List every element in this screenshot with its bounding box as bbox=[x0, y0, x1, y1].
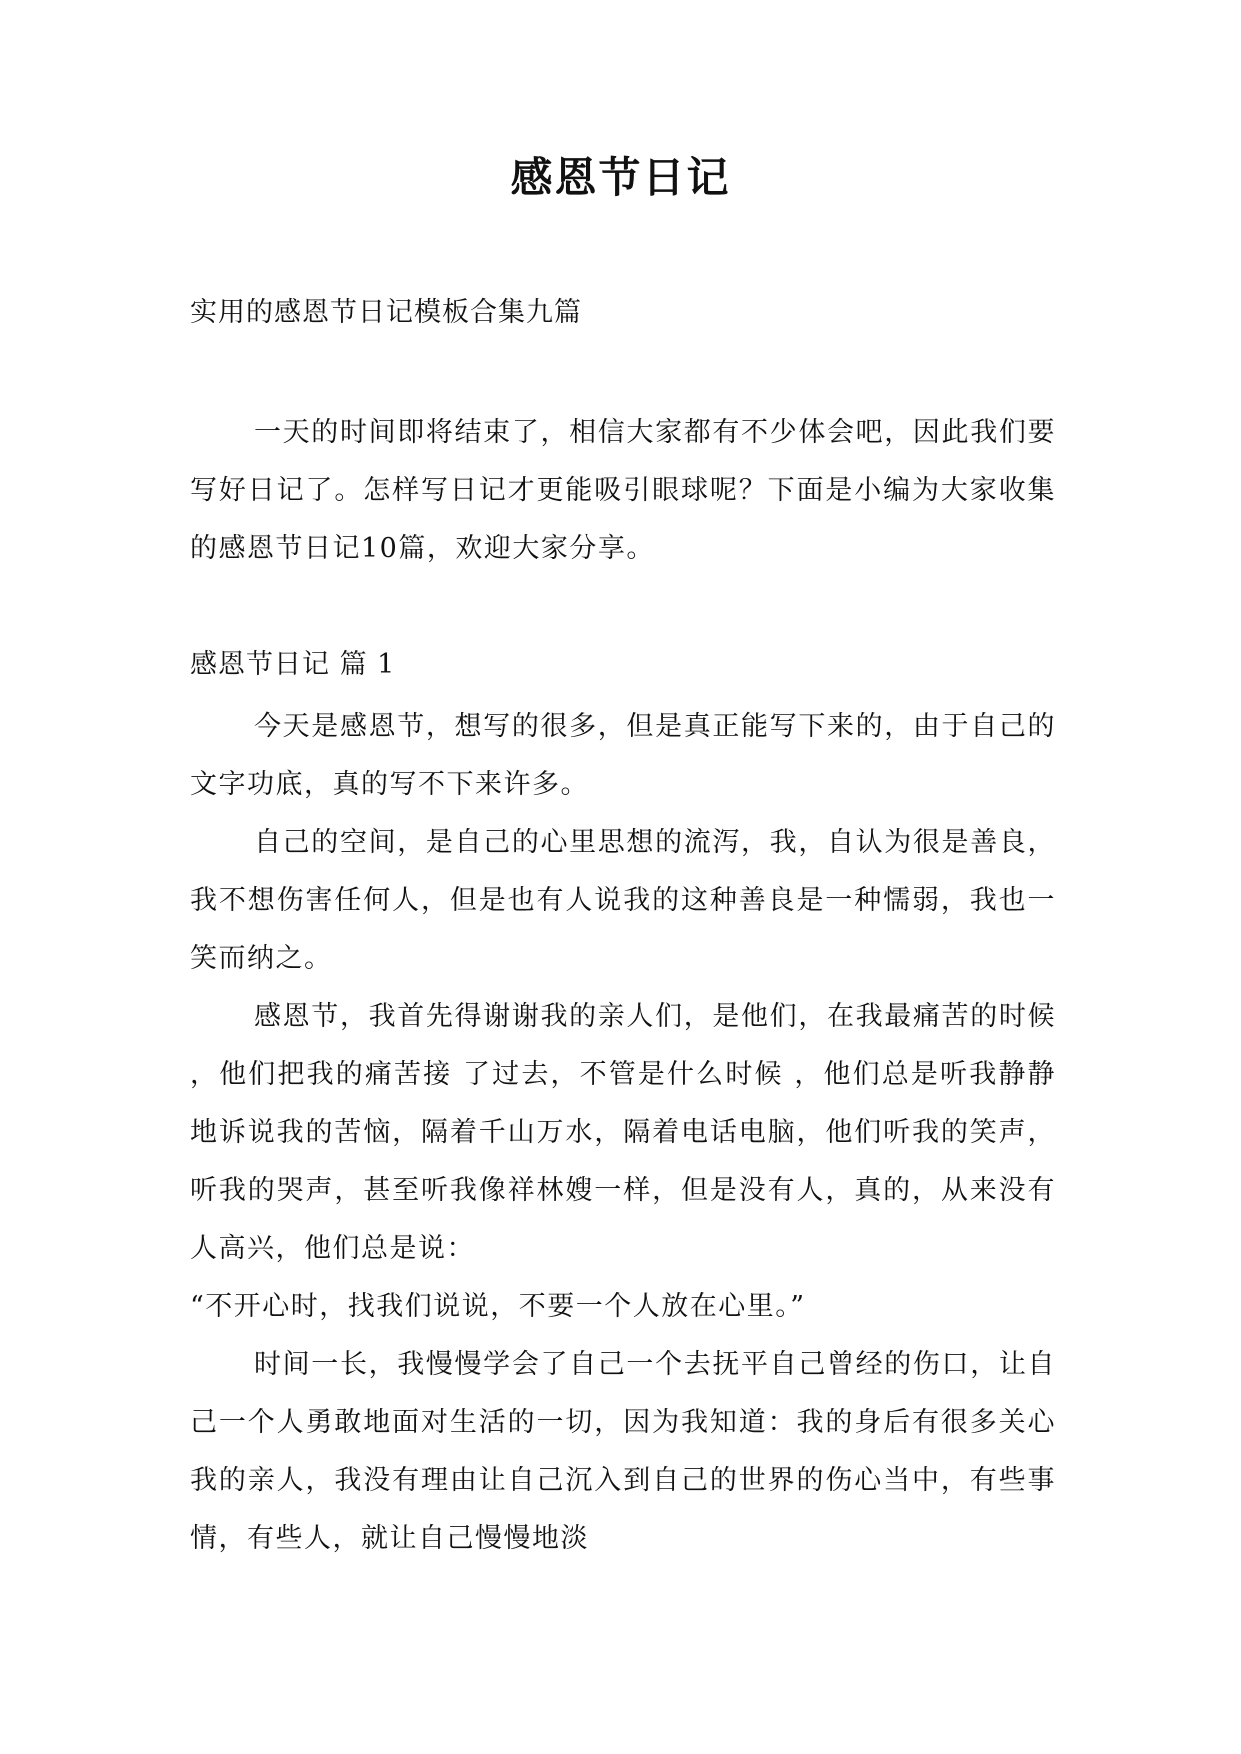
body-paragraph-2: 自己的空间，是自己的心里思想的流泻，我，自认为很是善良，我不想伤害任何人，但是也有人说我的这种善良是一种懦弱，我也一笑而纳之。 bbox=[190, 827, 1056, 974]
body-paragraph-1: 今天是感恩节，想写的很多，但是真正能写下来的，由于自己的文字功底，真的写不下来许多。 bbox=[190, 711, 1056, 800]
document-title: 感恩节日记 bbox=[510, 153, 731, 202]
body-paragraph-3: 感恩节，我首先得谢谢我的亲人们，是他们，在我最痛苦的时候 ，他们把我的痛苦接 了过去，不管是什么时候 ，他们总是听我静静地诉说我的苦恼，隔着千山万水，隔着电话电脑，他们听我的笑声，听我的哭声，甚至听我像祥林嫂一样，但是没有人，真的，从来没有人高兴，他们总是说： bbox=[190, 1001, 1056, 1264]
section-heading: 感恩节日记 篇 1 bbox=[190, 649, 396, 680]
document-subtitle: 实用的感恩节日记模板合集九篇 bbox=[190, 297, 582, 328]
intro-paragraph: 一天的时间即将结束了，相信大家都有不少体会吧，因此我们要写好日记了。怎样写日记才更能吸引眼球呢？下面是小编为大家收集的感恩节日记10篇，欢迎大家分享。 bbox=[190, 417, 1056, 564]
section-body bbox=[190, 698, 1056, 1568]
body-paragraph-4: 时间一长，我慢慢学会了自己一个去抚平自己曾经的伤口，让自己一个人勇敢地面对生活的一切，因为我知道：我的身后有很多关心我的亲人，我没有理由让自己沉入到自己的世界的伤心当中，有些事情，有些人，就让自己慢慢地淡 bbox=[190, 1349, 1056, 1554]
body-quote: “不开心时，找我们说说，不要一个人放在心里。” bbox=[190, 1291, 806, 1322]
